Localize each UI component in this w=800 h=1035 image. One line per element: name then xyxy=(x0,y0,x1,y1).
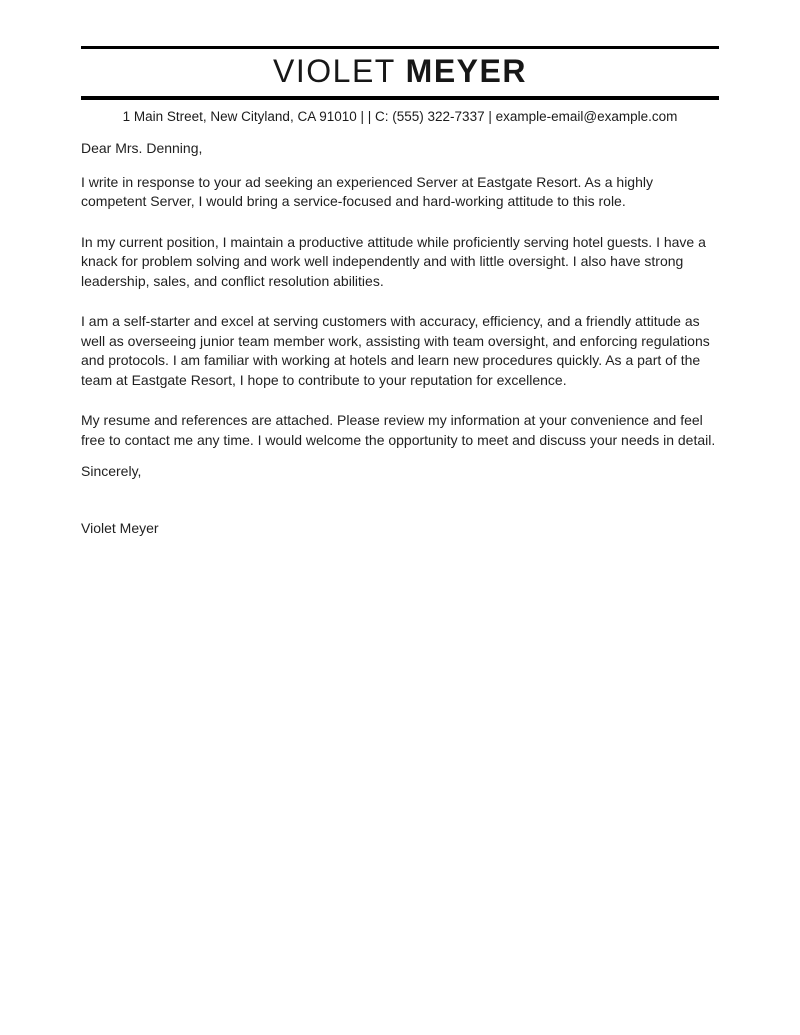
body-paragraph: My resume and references are attached. Please review my information at your convenience and feel free to contact me any time. I would welcome the opportunity to meet and discuss your needs in detail. xyxy=(81,412,716,448)
letter-header xyxy=(81,46,719,124)
body-paragraph: In my current position, I maintain a productive attitude while proficiently serving hotel guests. I have a knack for problem solving and work well independently and with little oversight. I also have strong leadership, sales, and conflict resolution abilities. xyxy=(81,233,706,289)
salutation: Dear Mrs. Denning, xyxy=(81,140,203,156)
signature-name: Violet Meyer xyxy=(81,519,159,536)
body-paragraph: I write in response to your ad seeking an experienced Server at Eastgate Resort. As a highly competent Server, I would bring a service-focused and hard-working attitude to this role. xyxy=(81,173,653,209)
contact-info: 1 Main Street, New Cityland, CA 91010 | | C: (555) 322-7337 | example-email@example.com xyxy=(122,109,678,124)
letter-author-name xyxy=(81,49,719,96)
author-first-name: VIOLET xyxy=(273,53,396,89)
body-paragraph: I am a self-starter and excel at serving customers with accuracy, efficiency, and a friendly attitude as well as overseeing junior team member work, assisting with team oversight, and enforcing regulations and protocols. I am familiar with working at hotels and learn new procedures quickly. As a part of the team at Eastgate Resort, I hope to contribute to your reputation for excellence. xyxy=(81,313,710,388)
closing: Sincerely, xyxy=(81,463,142,479)
author-last-name: MEYER xyxy=(405,53,527,89)
header-bottom-rule xyxy=(81,96,719,100)
letter-body xyxy=(81,139,719,538)
